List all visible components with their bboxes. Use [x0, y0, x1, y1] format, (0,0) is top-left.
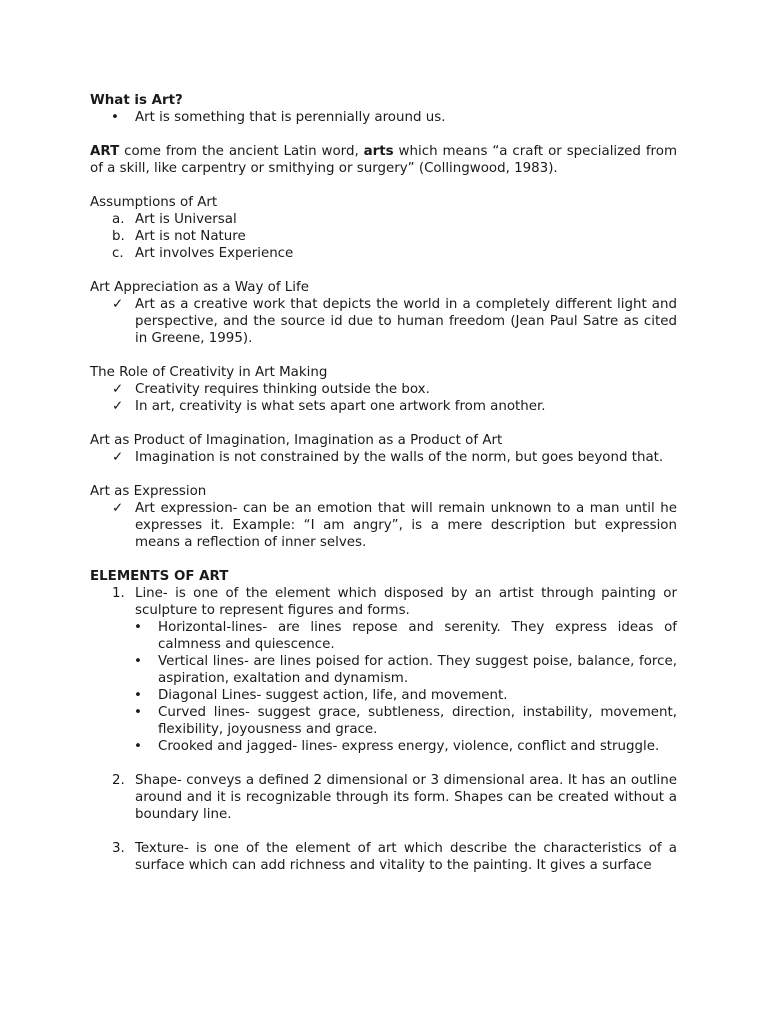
art-term: ART: [90, 144, 120, 159]
list-item-text: Texture- is one of the element of art which describe the characteristics of a surface which can add richness and vitality to the painting. It gives a surface: [135, 841, 677, 873]
bullet-icon: •: [134, 705, 142, 720]
list-marker: c.: [112, 246, 124, 261]
list-item-text: Line- is one of the element which disposed by an artist through painting or sculpture to represent figures and forms.: [135, 586, 677, 618]
list-item-text: Imagination is not constrained by the walls of the norm, but goes beyond that.: [135, 450, 664, 465]
bullet-icon: •: [111, 110, 119, 125]
list-item: [90, 228, 677, 245]
assumptions-heading: Assumptions of Art: [90, 195, 218, 210]
list-item-text: Diagonal Lines- suggest action, life, and movement.: [158, 688, 508, 703]
bullet-icon: •: [134, 620, 142, 635]
list-item-text: Art is not Nature: [135, 229, 246, 244]
art-definition-paragraph: [90, 143, 677, 177]
definition-text: which means “a craft or specialized from of a skill, like carpentry or smithying or surgery” (Collingwood, 1983).: [90, 144, 677, 176]
list-item: [90, 738, 677, 755]
list-item: [90, 500, 677, 551]
list-item: [90, 704, 677, 738]
list-marker: 2.: [112, 773, 125, 788]
list-item-text: Art expression- can be an emotion that will remain unknown to a man until he expresses it. Example: “I am angry”, is a mere description but expression means a reflection of inner selves.: [135, 501, 677, 550]
checkmark-icon: ✓: [112, 297, 124, 312]
list-item-text: Creativity requires thinking outside the box.: [135, 382, 430, 397]
list-item-text: Art is Universal: [135, 212, 237, 227]
list-item-text: In art, creativity is what sets apart one artwork from another.: [135, 399, 546, 414]
list-item: [90, 296, 677, 347]
list-marker: b.: [112, 229, 125, 244]
numbered-item-line: [90, 585, 677, 619]
list-item-text: Art is something that is perennially around us.: [135, 110, 446, 125]
appreciation-heading: Art Appreciation as a Way of Life: [90, 280, 309, 295]
definition-text: come from the ancient Latin word,: [119, 144, 364, 159]
list-item: [90, 109, 677, 126]
elements-heading: ELEMENTS OF ART: [90, 569, 229, 584]
document-page: [90, 92, 677, 874]
bullet-icon: •: [134, 654, 142, 669]
checkmark-icon: ✓: [112, 501, 124, 516]
checkmark-icon: ✓: [112, 399, 124, 414]
list-item: [90, 398, 677, 415]
bullet-icon: •: [134, 688, 142, 703]
numbered-item-shape: [90, 772, 677, 823]
list-item-text: Art involves Experience: [135, 246, 294, 261]
bullet-icon: •: [134, 739, 142, 754]
list-item: [90, 449, 677, 466]
list-item: [90, 619, 677, 653]
list-item-text: Crooked and jagged- lines- express energy, violence, conflict and struggle.: [158, 739, 660, 754]
list-item-text: Art as a creative work that depicts the world in a completely different light and perspective, and the source id due to human freedom (Jean Paul Satre as cited in Greene, 1995).: [135, 297, 677, 346]
list-item: [90, 211, 677, 228]
expression-heading: Art as Expression: [90, 484, 207, 499]
what-is-art-heading: What is Art?: [90, 93, 183, 108]
list-item: [90, 381, 677, 398]
list-item-text: Curved lines- suggest grace, subtleness, direction, instability, movement, flexibility, joyousness and grace.: [158, 705, 677, 737]
list-item: [90, 653, 677, 687]
list-item-text: Vertical lines- are lines poised for action. They suggest poise, balance, force, aspiration, exaltation and dynamism.: [158, 654, 677, 686]
list-item-text: Horizontal-lines- are lines repose and serenity. They express ideas of calmness and quiescence.: [158, 620, 677, 652]
numbered-item-texture: [90, 840, 677, 874]
list-marker: 1.: [112, 586, 125, 601]
list-marker: 3.: [112, 841, 125, 856]
list-item: [90, 245, 677, 262]
arts-term: arts: [363, 144, 394, 159]
checkmark-icon: ✓: [112, 450, 124, 465]
list-item: [90, 687, 677, 704]
creativity-heading: The Role of Creativity in Art Making: [90, 365, 328, 380]
list-item-text: Shape- conveys a defined 2 dimensional or 3 dimensional area. It has an outline around and it is recognizable through its form. Shapes can be created without a boundary line.: [135, 773, 677, 822]
checkmark-icon: ✓: [112, 382, 124, 397]
list-marker: a.: [112, 212, 125, 227]
imagination-heading: Art as Product of Imagination, Imagination as a Product of Art: [90, 433, 503, 448]
